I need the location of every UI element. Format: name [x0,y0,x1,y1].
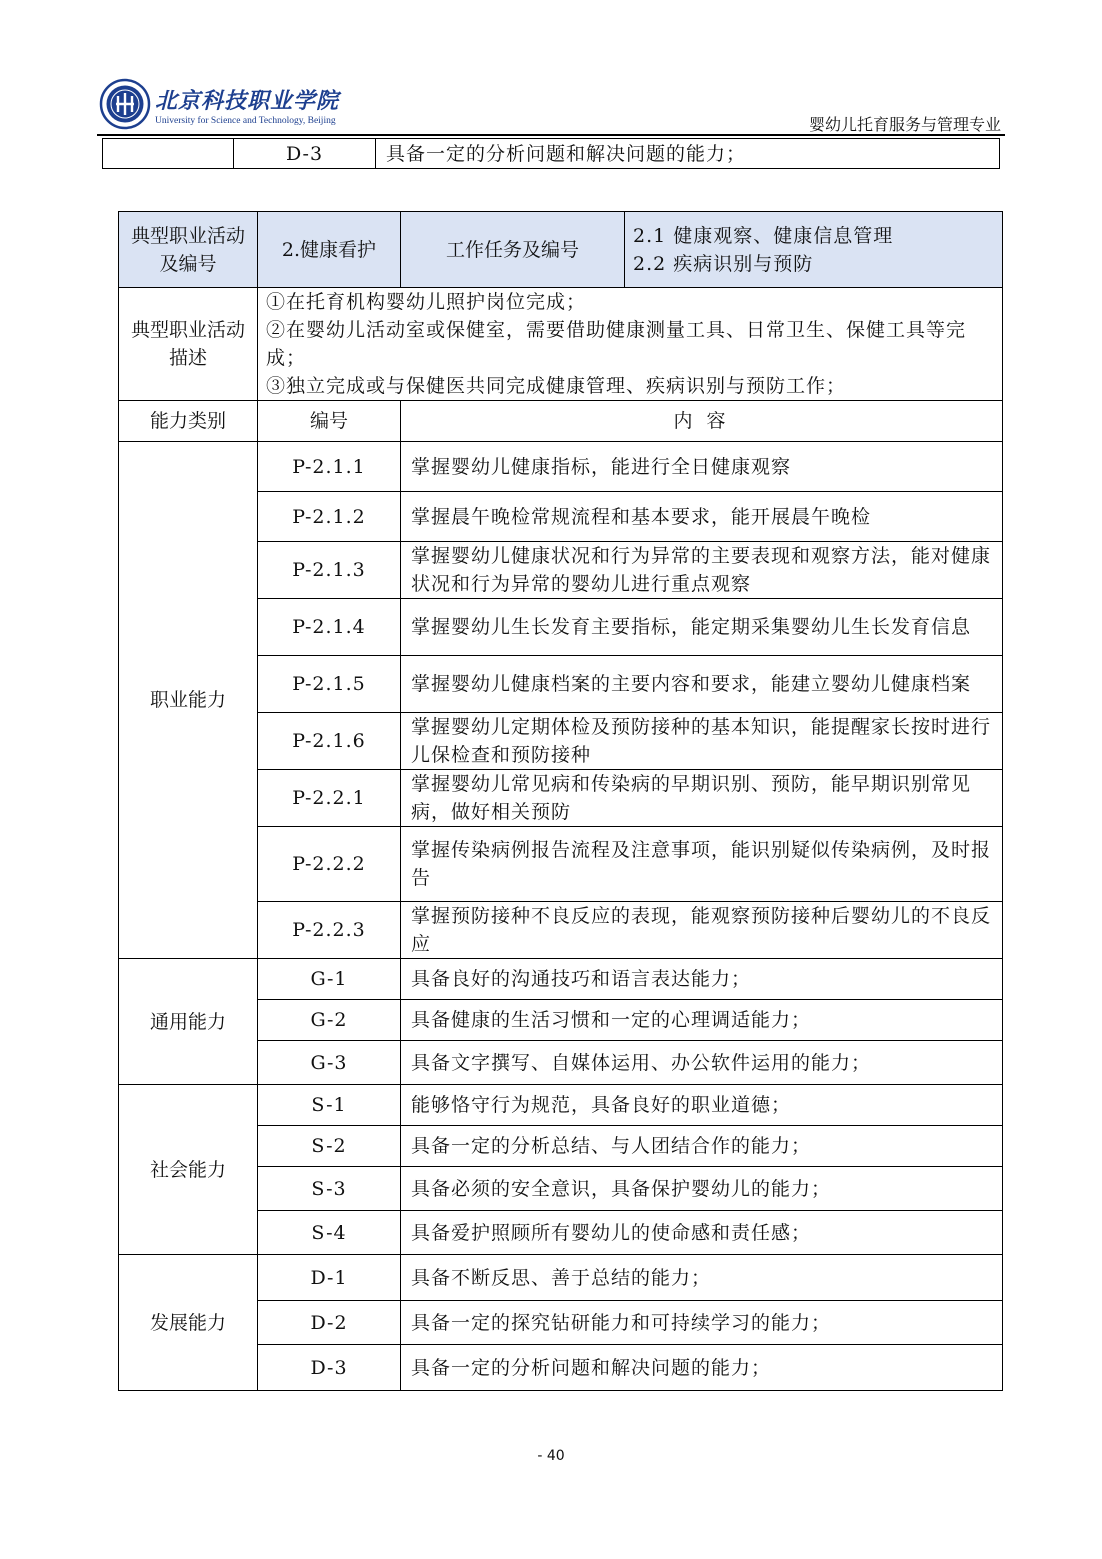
school-emblem-icon [99,78,151,130]
category-cell: 发展能力 [119,1255,258,1391]
code-cell: G-3 [258,1041,401,1085]
table-row [119,959,1003,1000]
content-cell: 掌握传染病例报告流程及注意事项，能识别疑似传染病例，及时报告 [401,827,1003,902]
table-row [119,442,1003,492]
activity-value: 2.健康看护 [258,212,401,288]
content-cell: 具备一定的探究钻研能力和可持续学习的能力； [401,1301,1003,1345]
task-item: 2.1 健康观察、健康信息管理 [633,224,894,247]
content-cell: 掌握婴幼儿健康状况和行为异常的主要表现和观察方法，能对健康状况和行为异常的婴幼儿进行重点观察 [401,542,1003,599]
task-list [625,212,1003,288]
code-cell: P-2.1.4 [258,599,401,656]
school-logo [99,78,340,134]
code-cell: S-3 [258,1167,401,1211]
code-cell: S-4 [258,1211,401,1255]
page-header [97,70,1005,136]
column-header-category: 能力类别 [119,401,258,442]
task-item: 2.2 疾病识别与预防 [633,252,814,275]
description-content [258,288,1003,401]
category-cell: 职业能力 [119,442,258,959]
content-cell: 能够恪守行为规范，具备良好的职业道德； [401,1085,1003,1126]
description-line: ①在托育机构婴幼儿照护岗位完成； [266,291,587,313]
continued-table-row [102,138,1000,169]
description-row [119,288,1003,401]
code-cell: P-2.1.3 [258,542,401,599]
table-row [119,1085,1003,1126]
code-cell: P-2.2.2 [258,827,401,902]
content-cell: 具备必须的安全意识，具备保护婴幼儿的能力； [401,1167,1003,1211]
column-header-code: 编号 [258,401,401,442]
code-cell: P-2.1.2 [258,492,401,542]
code-cell: P-2.1.6 [258,713,401,770]
content-cell: 具备一定的分析问题和解决问题的能力； [376,139,1000,169]
major-title: 婴幼儿托育服务与管理专业 [808,115,1001,134]
code-cell: D-1 [258,1255,401,1301]
content-cell: 具备爱护照顾所有婴幼儿的使命感和责任感； [401,1211,1003,1255]
code-cell: P-2.2.1 [258,770,401,827]
activity-row [119,212,1003,288]
activity-label: 典型职业活动及编号 [119,212,258,288]
description-label: 典型职业活动描述 [119,288,258,401]
column-header-row [119,401,1003,442]
content-cell: 具备良好的沟通技巧和语言表达能力； [401,959,1003,1000]
content-cell: 具备一定的分析问题和解决问题的能力； [401,1345,1003,1391]
logo-chinese-name: 北京科技职业学院 [155,89,340,114]
code-cell: D-3 [258,1345,401,1391]
code-cell: G-2 [258,1000,401,1041]
column-header-content: 内 容 [401,401,1003,442]
content-cell: 掌握婴幼儿健康指标，能进行全日健康观察 [401,442,1003,492]
code-cell: G-1 [258,959,401,1000]
content-cell: 掌握预防接种不良反应的表现，能观察预防接种后婴幼儿的不良反应 [401,902,1003,959]
content-cell: 掌握婴幼儿生长发育主要指标，能定期采集婴幼儿生长发育信息 [401,599,1003,656]
content-cell: 掌握婴幼儿常见病和传染病的早期识别、预防，能早期识别常见病，做好相关预防 [401,770,1003,827]
description-line: ②在婴幼儿活动室或保健室，需要借助健康测量工具、日常卫生、保健工具等完成； [266,319,967,369]
content-cell: 具备文字撰写、自媒体运用、办公软件运用的能力； [401,1041,1003,1085]
content-cell: 具备一定的分析总结、与人团结合作的能力； [401,1126,1003,1167]
logo-english-name: University for Science and Technology, Beijing [155,116,336,126]
content-cell: 掌握婴幼儿定期体检及预防接种的基本知识，能提醒家长按时进行儿保检查和预防接种 [401,713,1003,770]
table-row [103,139,1000,169]
code-cell: S-2 [258,1126,401,1167]
category-cell: 社会能力 [119,1085,258,1255]
ability-table [118,211,1003,1391]
code-cell: P-2.1.5 [258,656,401,713]
category-cell: 通用能力 [119,959,258,1085]
description-line: ③独立完成或与保健医共同完成健康管理、疾病识别与预防工作； [266,375,847,397]
table-row [119,1255,1003,1301]
content-cell: 具备不断反思、善于总结的能力； [401,1255,1003,1301]
content-cell: 掌握婴幼儿健康档案的主要内容和要求，能建立婴幼儿健康档案 [401,656,1003,713]
code-cell: S-1 [258,1085,401,1126]
content-cell: 具备健康的生活习惯和一定的心理调适能力； [401,1000,1003,1041]
task-label: 工作任务及编号 [401,212,625,288]
page-number: - 40 [537,1448,565,1464]
header-divider [97,134,1005,136]
code-cell: D-2 [258,1301,401,1345]
category-cell [103,139,234,169]
code-cell: P-2.2.3 [258,902,401,959]
code-cell: P-2.1.1 [258,442,401,492]
content-cell: 掌握晨午晚检常规流程和基本要求，能开展晨午晚检 [401,492,1003,542]
code-cell: D-3 [234,139,376,169]
